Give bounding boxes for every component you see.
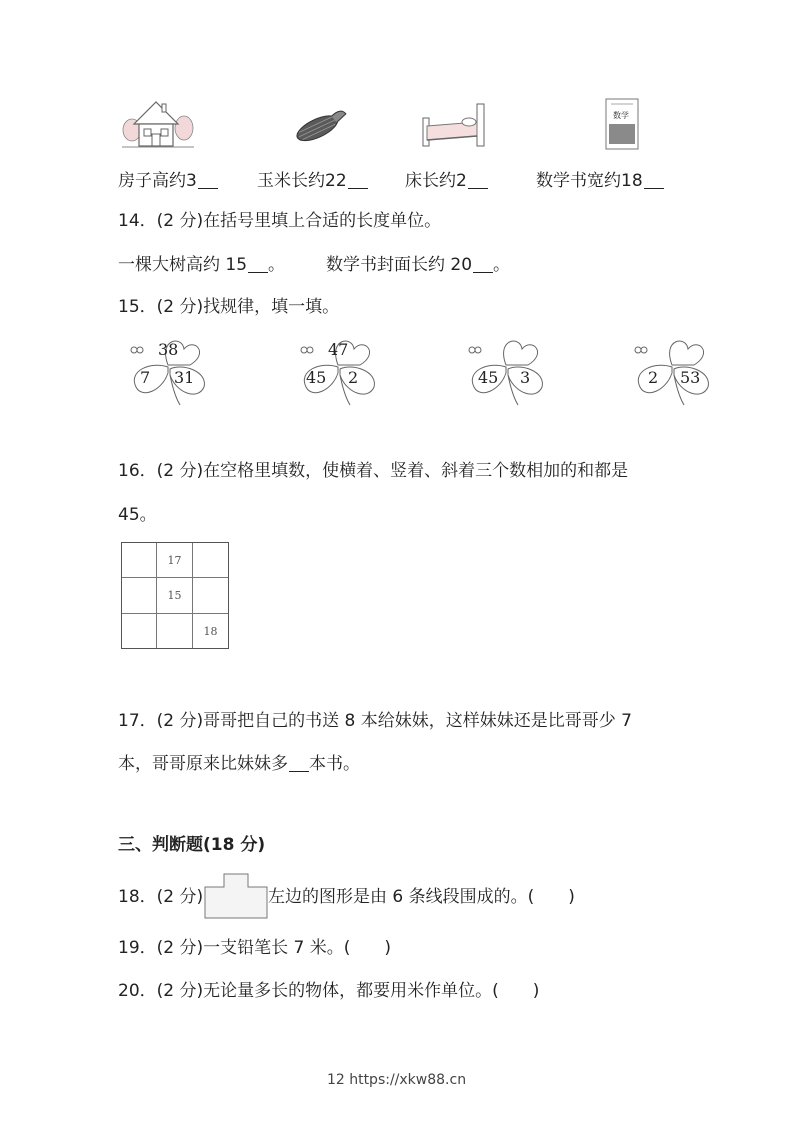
- bed-icon: [419, 100, 489, 150]
- math-book-icon: [605, 98, 639, 150]
- q19-text: 19．(2 分)一支铅笔长 7 米。( ): [118, 938, 392, 958]
- clover-1: [118, 325, 218, 407]
- clover-right-number: 2: [348, 368, 359, 387]
- section-heading: 三、判断题(18 分): [118, 835, 266, 855]
- q14-stem: 14．(2 分)在括号里填上合适的长度单位。: [118, 211, 442, 231]
- answer-blank[interactable]: [644, 172, 664, 189]
- answer-blank[interactable]: [468, 172, 488, 189]
- clover-top-number: 47: [328, 340, 349, 359]
- q16-line2: 45。: [118, 505, 157, 525]
- clover-left-number: 45: [306, 368, 327, 387]
- grid-cell: 17: [167, 554, 182, 567]
- clover-right-number: 31: [174, 368, 195, 387]
- grid-cell: 15: [167, 589, 182, 602]
- math-book-cover-text: 数学: [613, 111, 629, 120]
- grid-cell[interactable]: [122, 543, 157, 578]
- clover-left-number: 7: [140, 368, 151, 387]
- stepped-shape-figure: [204, 873, 268, 919]
- q14-part2: 数学书封面长约 20 。: [326, 255, 511, 275]
- q13-label-bed: 床长约2: [405, 170, 488, 192]
- answer-blank[interactable]: [198, 172, 218, 189]
- grid-cell[interactable]: [122, 614, 157, 649]
- q16-line1: 16．(2 分)在空格里填数，使横着、竖着、斜着三个数相加的和都是: [118, 461, 629, 481]
- page-footer: 12 https://xkw88.cn: [326, 1072, 467, 1088]
- grid-cell[interactable]: [122, 578, 157, 613]
- q17-line2: 本，哥哥原来比妹妹多 本书。: [118, 754, 360, 774]
- clover-right-number: 3: [520, 368, 531, 387]
- grid-cell[interactable]: [193, 543, 228, 578]
- answer-blank[interactable]: [348, 172, 368, 189]
- clover-right-number: 53: [680, 368, 701, 387]
- answer-blank[interactable]: [473, 256, 493, 273]
- q18-text: 左边的图形是由 6 条线段围成的。( ): [268, 887, 575, 907]
- q17-line1: 17．(2 分)哥哥把自己的书送 8 本给妹妹，这样妹妹还是比哥哥少 7: [118, 711, 632, 731]
- q20-text: 20．(2 分)无论量多长的物体，都要用米作单位。( ): [118, 981, 540, 1001]
- magic-square-grid: [121, 542, 229, 649]
- clover-3: [456, 325, 556, 407]
- grid-cell[interactable]: [193, 578, 228, 613]
- clover-4: [622, 325, 722, 407]
- clover-left-number: 45: [478, 368, 499, 387]
- answer-blank[interactable]: [248, 256, 268, 273]
- clover-2: [288, 325, 388, 407]
- q14-part1: 一棵大树高约 15 。: [118, 255, 286, 275]
- q13-label-book: 数学书宽约18: [536, 170, 664, 192]
- grid-cell[interactable]: [157, 614, 192, 649]
- q18-prefix: 18．(2 分): [118, 887, 204, 907]
- clover-top-number: 38: [158, 340, 179, 359]
- clover-left-number: 2: [648, 368, 659, 387]
- answer-blank[interactable]: [289, 755, 309, 772]
- q15-stem: 15．(2 分)找规律，填一填。: [118, 297, 340, 317]
- corn-icon: [291, 104, 349, 150]
- grid-cell: 18: [203, 625, 218, 638]
- q13-label-corn: 玉米长约22: [257, 170, 368, 192]
- house-icon: [122, 98, 194, 150]
- q13-label-house: 房子高约3: [118, 170, 218, 192]
